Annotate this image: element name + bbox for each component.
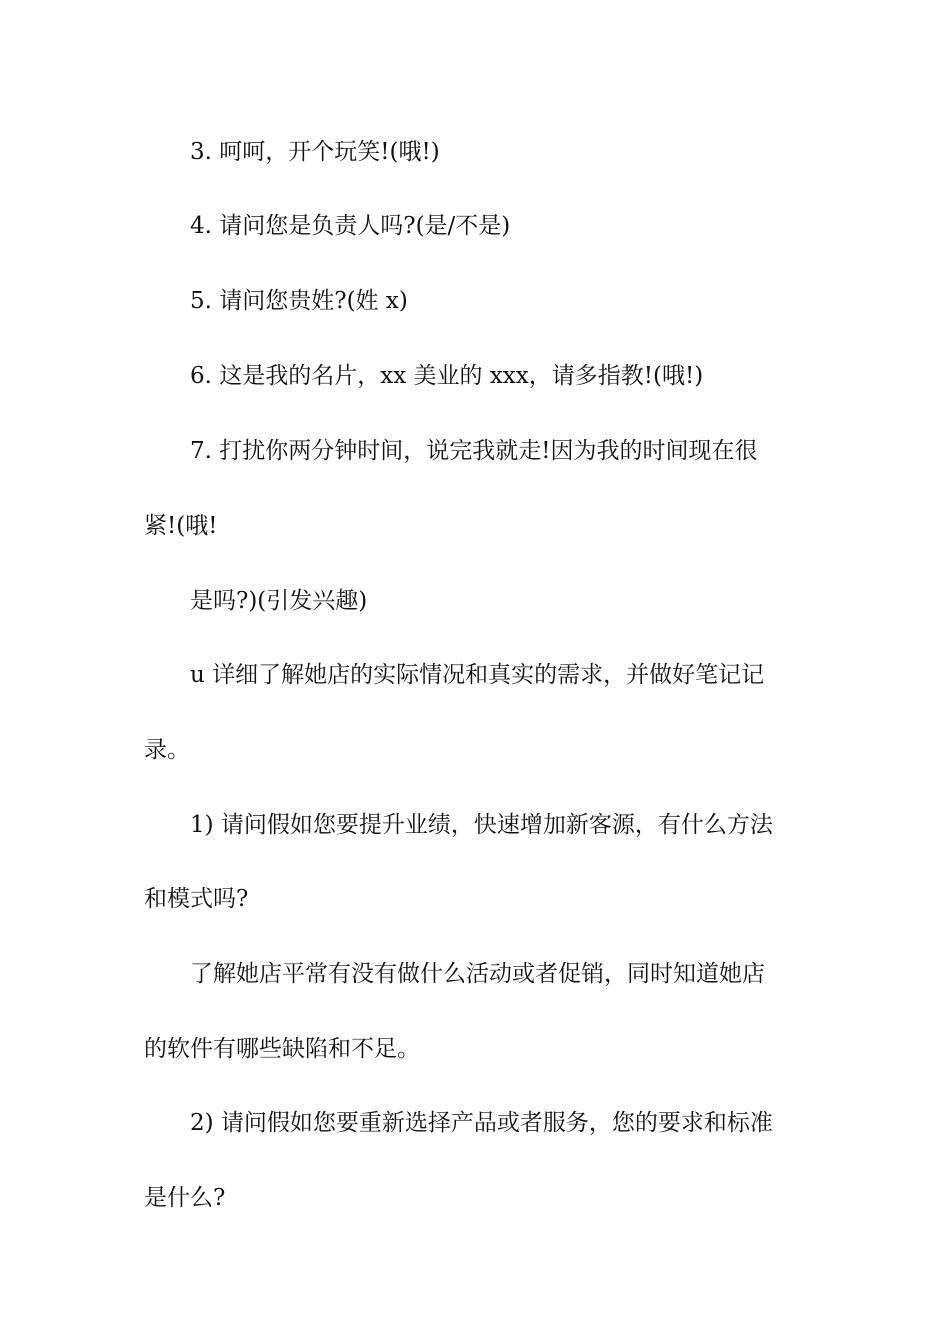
text-line: 3. 呵呵，开个玩笑!(哦!) — [190, 139, 440, 165]
text-line: 6. 这是我的名片，xx 美业的 xxx，请多指教!(哦!) — [190, 363, 704, 389]
text-line: 7. 打扰你两分钟时间，说完我就走!因为我的时间现在很 — [190, 438, 758, 464]
text-line: 是吗?)(引发兴趣) — [190, 588, 368, 614]
text-line: 1) 请问假如您要提升业绩，快速增加新客源，有什么方法 — [190, 812, 773, 838]
text-line: 录。 — [144, 737, 190, 763]
text-line: u 详细了解她店的实际情况和真实的需求，并做好笔记记 — [190, 662, 765, 688]
text-line: 的软件有哪些缺陷和不足。 — [144, 1036, 420, 1062]
text-line: 2) 请问假如您要重新选择产品或者服务，您的要求和标准 — [190, 1110, 773, 1136]
text-line: 是什么? — [144, 1185, 226, 1211]
text-line: 4. 请问您是负责人吗?(是/不是) — [190, 213, 511, 239]
text-line: 和模式吗? — [144, 886, 249, 912]
text-line: 紧!(哦! — [144, 513, 218, 539]
text-line: 了解她店平常有没有做什么活动或者促销，同时知道她店 — [190, 961, 765, 987]
text-line: 5. 请问您贵姓?(姓 x) — [190, 288, 408, 314]
